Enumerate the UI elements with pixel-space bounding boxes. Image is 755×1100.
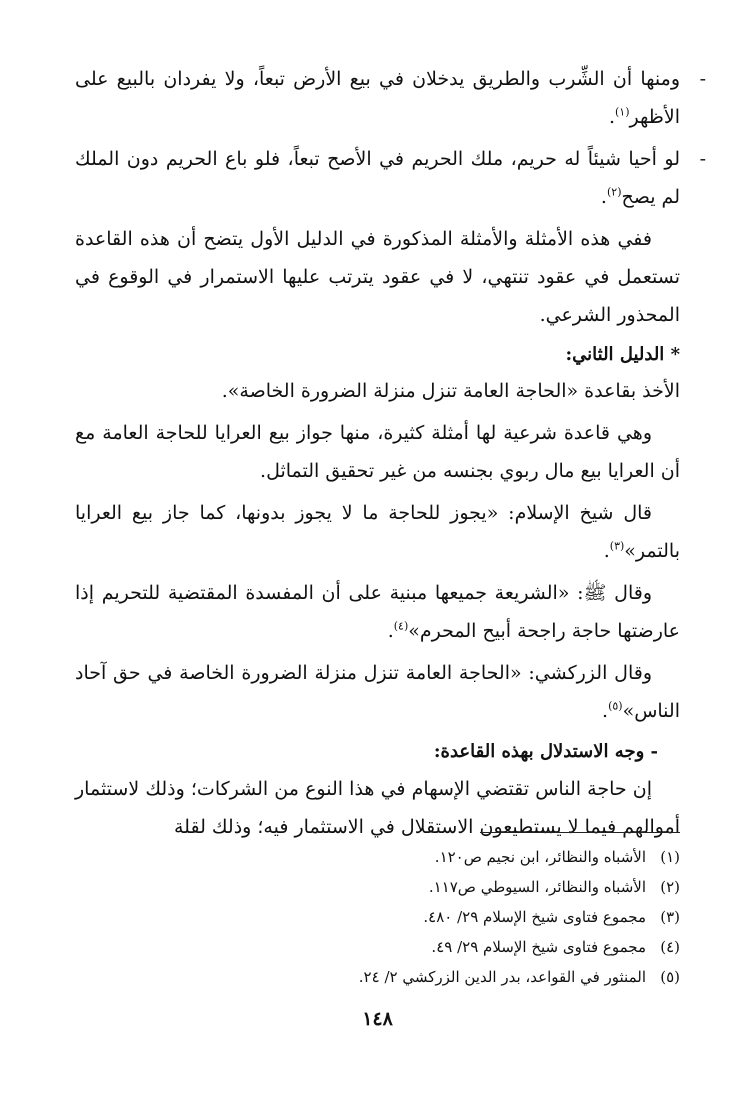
paragraph-rule: الأخذ بقاعدة «الحاجة العامة تنزل منزلة الضرورة الخاصة». — [221, 380, 680, 402]
bullet-end: . — [600, 186, 607, 208]
quote-text: وقال ﷺ: «الشريعة جميعها مبنية على أن المفسدة المقتضية للتحريم إذا عارضتها حاجة راجحة أبيح المحرم» — [75, 582, 680, 642]
paragraph-reasoning: إن حاجة الناس تقتضي الإسهام في هذا النوع من الشركات؛ وذلك لاستثمار أموالهم فيما لا يستطيعون الاستقلال في الاستثمار فيه؛ وذلك لقلة — [75, 778, 680, 838]
quote-end: . — [387, 620, 394, 642]
footnote-divider — [480, 832, 680, 833]
footnote-ref: (٤) — [393, 619, 409, 633]
quote-text: قال شيخ الإسلام: «يجوز للحاجة ما لا يجوز بدونها، كما جاز بيع العرايا بالتمر» — [75, 502, 680, 562]
footnote-item — [75, 962, 680, 992]
footnote-number: (٣) — [660, 908, 680, 926]
footnote-text: مجموع فتاوى شيخ الإسلام ٢٩/ ٤٩. — [431, 938, 646, 956]
bullet-item — [75, 60, 706, 136]
footnotes — [75, 842, 680, 992]
footnote-text: مجموع فتاوى شيخ الإسلام ٢٩/ ٤٨٠. — [423, 908, 646, 926]
bullet-text: ومنها أن الشِّرب والطريق يدخلان في بيع الأرض تبعاً، ولا يفردان بالبيع على الأظهر — [75, 68, 680, 128]
quote-zarkashi — [75, 654, 680, 730]
book-page — [75, 60, 706, 1080]
page-number: ١٤٨ — [362, 1008, 393, 1030]
bullet-dash: - — [699, 68, 706, 90]
quote-ibn-taymiyyah — [75, 494, 680, 570]
footnote-item — [75, 872, 680, 902]
paragraph-example: وهي قاعدة شرعية لها أمثلة كثيرة، منها جواز بيع العرايا للحاجة العامة مع أن العرايا بيع مال ربوي بجنسه من غير تحقيق التماثل. — [75, 422, 680, 482]
bullet-text: لو أحيا شيئاً له حريم، ملك الحريم في الأصح تبعاً، فلو باع الحريم دون الملك لم يصح — [75, 148, 680, 208]
footnote-ref: (٥) — [608, 699, 623, 713]
footnote-item — [75, 932, 680, 962]
quote-end: . — [603, 540, 610, 562]
footnote-ref: (٣) — [609, 539, 625, 553]
section-heading: * الدليل الثاني: — [565, 344, 680, 365]
footnote-number: (١) — [660, 848, 680, 866]
footnote-number: (٥) — [660, 968, 680, 986]
quote-shariah — [75, 574, 680, 650]
bullet-item — [75, 140, 706, 216]
footnote-number: (٢) — [660, 878, 680, 896]
subheading-inference: - وجه الاستدلال بهذه القاعدة: — [433, 741, 658, 762]
footnote-text: الأشباه والنظائر، السيوطي ص١١٧. — [428, 878, 646, 896]
footnote-text: الأشباه والنظائر، ابن نجيم ص١٢٠. — [434, 848, 646, 866]
footnote-ref: (٢) — [606, 185, 622, 199]
footnote-item — [75, 842, 680, 872]
footnote-ref: (١) — [615, 105, 630, 119]
bullet-end: . — [608, 106, 615, 128]
footnote-item — [75, 902, 680, 932]
quote-text: وقال الزركشي: «الحاجة العامة تنزل منزلة الضرورة الخاصة في حق آحاد الناس» — [75, 662, 680, 722]
quote-end: . — [602, 700, 609, 722]
footnote-text: المنثور في القواعد، بدر الدين الزركشي ٢/ ٢٤. — [358, 968, 646, 986]
bullet-dash: - — [699, 148, 706, 170]
footnote-number: (٤) — [660, 938, 680, 956]
paragraph-conclusion: ففي هذه الأمثلة والأمثلة المذكورة في الدليل الأول يتضح أن هذه القاعدة تستعمل في عقود تنتهي، لا في عقود يترتب عليها الاستمرار في الوقوع في المحذور الشرعي. — [75, 228, 680, 326]
